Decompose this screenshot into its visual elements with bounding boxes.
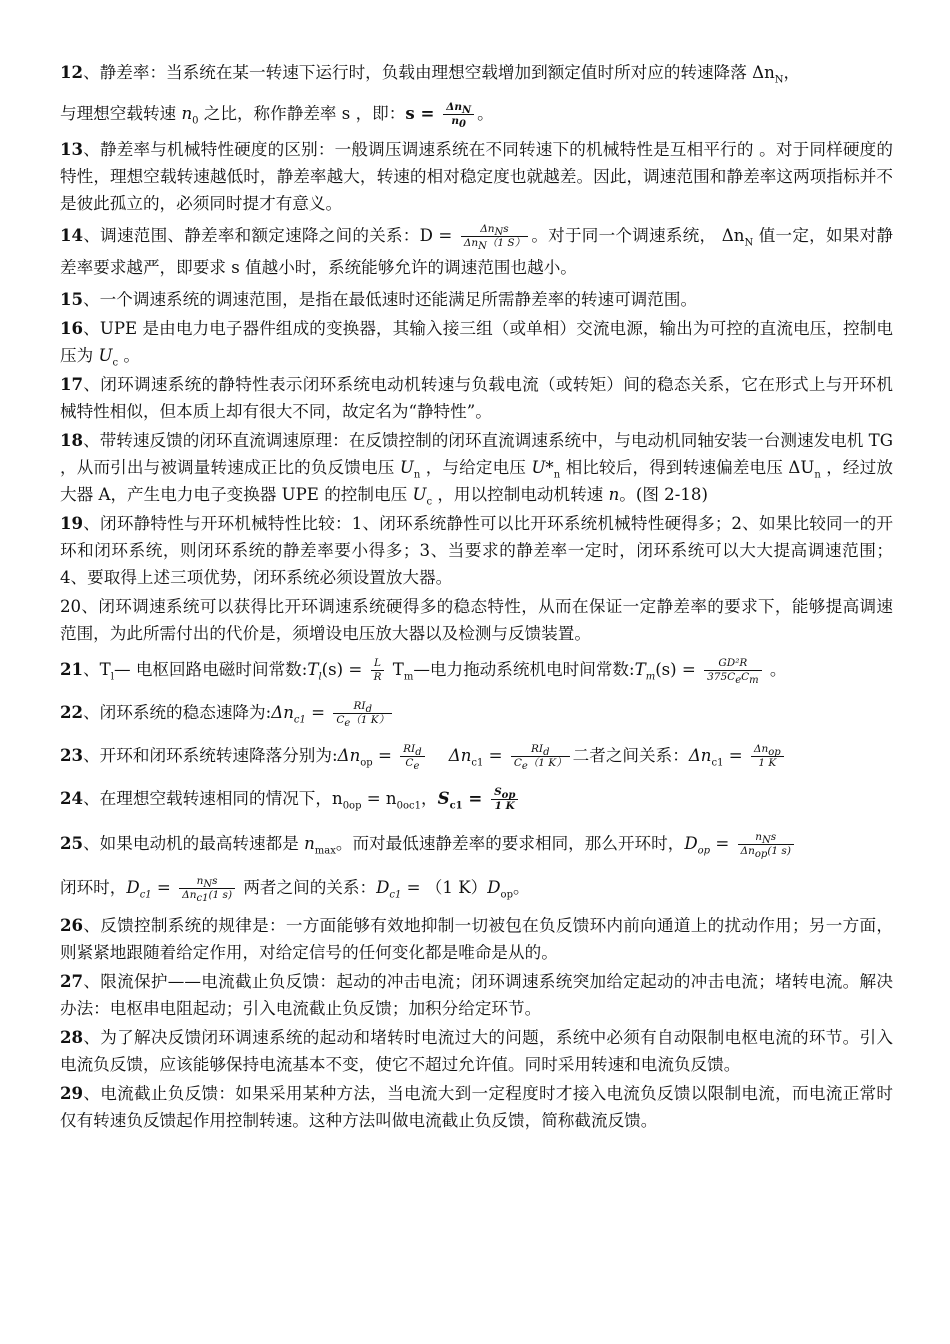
item-text: 。 <box>764 660 787 679</box>
fraction-numerator: s <box>503 223 509 235</box>
fraction-numerator: n <box>755 831 763 843</box>
subscript: c1 <box>449 800 463 812</box>
formula-fraction <box>461 223 528 253</box>
fraction-numerator: RI <box>403 743 416 755</box>
item-number: 13 <box>60 139 84 159</box>
item-21 <box>60 649 893 690</box>
formula-fraction <box>511 743 570 773</box>
item-text: 闭环时， <box>60 878 127 897</box>
item-15 <box>60 286 893 313</box>
fraction-denominator: Δn <box>182 889 197 901</box>
subscript: c1 <box>293 714 306 726</box>
item-text: = <box>710 834 735 853</box>
formula-fraction <box>179 875 235 905</box>
subscript: c <box>112 357 119 369</box>
subscript: op <box>697 845 711 857</box>
item-text: 、闭环系统的稳态速降为: <box>83 703 272 722</box>
fraction-denominator: 1 K <box>494 800 515 812</box>
formula-lhs: s = <box>405 103 441 123</box>
fraction-numerator: GD²R <box>704 657 762 671</box>
item-text: — 电枢回路电磁时间常数: <box>113 660 308 679</box>
item-text: 、闭环静特性与开环机械特性比较：1、闭环系统静性可以比开环系统机械特性硬得多；2、如果比较同一的开环和闭环系统，则闭环系统的静差率要小得多；3、当要求的静差率一定时，闭环系统可以大大提高调速范围；4、要取得上述三项优势，闭环系统必须设置放大器。 <box>60 514 893 587</box>
item-25 <box>60 821 893 910</box>
item-text: —电力拖动系统机电时间常数: <box>413 660 635 679</box>
subscript: N <box>203 879 213 891</box>
item-text: 之比，称作静差率 s ，即： <box>198 104 406 123</box>
item-27 <box>60 968 893 1022</box>
fraction-numerator: S <box>494 786 502 798</box>
item-17 <box>60 371 893 425</box>
fraction-denominator: (1 s) <box>767 845 791 857</box>
symbol: D <box>487 878 501 897</box>
symbol: Δn <box>448 746 472 765</box>
formula-fraction <box>751 743 784 770</box>
item-text: (s) = <box>321 660 368 679</box>
subscript: op <box>754 849 768 861</box>
subscript: 0 <box>192 115 199 127</box>
item-text: 、静差率与机械特性硬度的区别：一般调压调速系统在不同转速下的机械特性是互相平行的 。对于同样硬度的特性，理想空载转速越低时，静差率越大，转速的相对稳定度也就越差。因此，调速范围和静差率这两项指标并不是彼此孤立的，必须同时提才有意义。 <box>60 140 893 213</box>
subscript: N <box>494 227 504 239</box>
item-text: 。 <box>118 346 140 365</box>
symbol: Δn <box>337 746 361 765</box>
symbol: n <box>608 485 620 504</box>
item-29 <box>60 1080 893 1134</box>
item-text: 相比较后，得到转速偏差电压 ΔU <box>560 458 815 477</box>
item-number: 25 <box>60 833 84 853</box>
formula-fraction <box>333 700 392 730</box>
fraction-numerator: s <box>770 831 777 843</box>
subscript: n <box>553 469 561 481</box>
item-number: 24 <box>60 788 84 808</box>
item-text: 、在理想空载转速相同的情况下，n <box>83 789 343 808</box>
symbol: S <box>437 788 450 808</box>
item-number: 23 <box>60 745 84 765</box>
item-number: 26 <box>60 915 84 935</box>
fraction-denominator: C <box>513 757 522 769</box>
fraction-numerator: n <box>196 875 204 887</box>
fraction-numerator: RI <box>531 743 544 755</box>
fraction-numerator: RI <box>353 700 366 712</box>
symbol: U* <box>531 458 554 477</box>
item-text: = <box>305 703 331 722</box>
symbol: n <box>304 834 315 853</box>
item-number: 28 <box>60 1027 84 1047</box>
symbol: T <box>634 660 646 679</box>
subscript: l <box>110 671 114 683</box>
item-text: 、T <box>83 660 111 679</box>
item-text: 。(图 2-18) <box>619 485 708 504</box>
symbol: D <box>376 878 390 897</box>
subscript: op <box>500 889 513 901</box>
subscript: c1 <box>196 893 209 905</box>
item-text: ， <box>420 789 438 808</box>
symbol: D <box>126 878 140 897</box>
symbol: U <box>98 346 113 365</box>
item-text: 、电流截止负反馈：如果采用某种方法，当电流大到一定程度时才接入电流负反馈以限制电流，而电流正常时仅有转速负反馈起作用控制转速。这种方法叫做电流截止负反馈，简称截流反馈。 <box>60 1084 893 1130</box>
item-text: 、调速范围、静差率和额定速降之间的关系：D = <box>83 226 458 245</box>
item-text: ，用以控制电动机转速 <box>432 485 609 504</box>
subscript: N <box>478 241 487 253</box>
document-body <box>60 52 893 1136</box>
subscript: e <box>413 761 420 773</box>
item-13 <box>60 136 893 217</box>
symbol: D <box>684 834 698 853</box>
item-28 <box>60 1024 893 1078</box>
item-text: 、带转速反馈的闭环直流调速原理：在反馈控制的闭环直流调速系统中，与电动机同轴安装一台测速发电机 TG ，从而引出与被调量转速成正比的负反馈电压 <box>60 431 893 477</box>
subscript: max <box>314 845 336 857</box>
subscript: c1 <box>471 757 484 769</box>
item-14 <box>60 219 893 284</box>
subscript: c <box>426 496 433 508</box>
subscript: d <box>415 747 422 759</box>
item-text: 。 <box>477 104 494 123</box>
item-number: 12 <box>60 62 84 82</box>
item-text: 、限流保护——电流截止负反馈：起动的冲击电流；闭环调速系统突加给定起动的冲击电流；堵转电流。解决办法：电枢串电阻起动；引入电流截止负反馈；加积分给定环节。 <box>60 972 893 1018</box>
item-text: 与理想空载转速 <box>60 104 182 123</box>
subscript: op <box>360 757 373 769</box>
formula-fraction <box>400 743 424 773</box>
fraction-denominator: n <box>451 115 459 127</box>
item-text: 值一定，如果对静差率要求越严，即要求 s 值越小时，系统能够允许的调速范围也越小。 <box>60 226 893 277</box>
subscript: m <box>749 675 759 687</box>
subscript: 0oc1 <box>396 800 421 812</box>
subscript: e <box>735 675 742 687</box>
item-text: 、闭环调速系统的静特性表示闭环系统电动机转速与负载电流（或转矩）间的稳态关系，它在形式上与开环机械特性相似，但本质上却有很大不同，故定名为“静特性”。 <box>60 375 893 421</box>
symbol: n <box>181 104 193 123</box>
item-12 <box>60 52 893 134</box>
item-text: 。对于同一个调速系统， Δn <box>531 226 745 245</box>
fraction-denominator: 375C <box>707 671 736 683</box>
item-text: (s) = <box>655 660 702 679</box>
item-number: 16 <box>60 318 84 338</box>
item-text: T <box>387 660 404 679</box>
item-text: 、静差率：当系统在某一转速下运行时，负载由理想空载增加到额定值时所对应的转速降落 Δn <box>83 63 775 82</box>
symbol: U <box>399 458 414 477</box>
item-number: 18 <box>60 430 84 450</box>
item-text: 。而对最低速静差率的要求相同，那么开环时， <box>335 834 685 853</box>
fraction-numerator: Δn <box>753 743 769 755</box>
subscript: l <box>318 671 322 683</box>
subscript: N <box>774 74 784 86</box>
item-text: 、UPE 是由电力电子器件组成的变换器，其输入接三组（或单相）交流电源，输出为可控的直流电压，控制电压为 <box>60 319 893 365</box>
fraction-denominator: (1 s) <box>208 889 233 901</box>
subscript: N <box>762 835 771 847</box>
item-text: 。 <box>512 878 530 897</box>
fraction-denominator: C <box>336 714 345 726</box>
item-text: ， <box>783 63 801 82</box>
symbol: U <box>412 485 427 504</box>
item-text: 二者之间关系： <box>572 746 689 765</box>
item-text: = n <box>361 789 397 808</box>
fraction-numerator: L <box>371 657 385 671</box>
subscript: e <box>521 761 528 773</box>
item-number: 14 <box>60 225 84 245</box>
subscript: d <box>543 747 550 759</box>
fraction-numerator: Δn <box>446 101 462 113</box>
item-text: 20、闭环调速系统可以获得比开环调速系统硬得多的稳态特性，从而在保证一定静差率的要求下，能够提高调速范围，为此所需付出的代价是，须增设电压放大器以及检测与反馈装置。 <box>60 597 893 643</box>
item-19 <box>60 510 893 591</box>
subscript: m <box>645 671 656 683</box>
subscript: N <box>744 237 754 249</box>
item-text: 、为了解决反馈闭环调速系统的起动和堵转时电流过大的问题，系统中必须有自动限制电枢电流的环节。引入电流负反馈，应该能够保持电流基本不变，使它不超过允许值。同时采用转速和电流负反馈。 <box>60 1028 893 1074</box>
item-number: 27 <box>60 971 84 991</box>
item-18 <box>60 427 893 508</box>
item-text: = （1 K） <box>401 878 488 897</box>
item-number: 17 <box>60 374 84 394</box>
subscript: m <box>403 671 414 683</box>
item-text: 、反馈控制系统的规律是：一方面能够有效地抑制一切被包在负反馈环内前向通道上的扰动作用；另一方面，则紧紧地跟随着给定作用，对给定信号的任何变化都是唯命是从的。 <box>60 916 893 962</box>
fraction-denominator: Δn <box>463 237 479 249</box>
item-text: 、开环和闭环系统转速降落分别为: <box>83 746 338 765</box>
subscript: 0 <box>458 119 466 131</box>
fraction-denominator: （1 S） <box>486 237 526 249</box>
formula-fraction <box>738 831 794 861</box>
fraction-numerator: s <box>212 875 218 887</box>
subscript: c1 <box>389 889 402 901</box>
item-24 <box>60 778 893 819</box>
formula-fraction <box>443 101 474 131</box>
subscript: 0op <box>342 800 362 812</box>
fraction-denominator: R <box>373 671 382 683</box>
fraction-denominator: 1 K <box>758 757 777 769</box>
item-number: 15 <box>60 289 84 309</box>
subscript: op <box>501 790 516 802</box>
fraction-denominator: Δn <box>740 845 755 857</box>
item-22 <box>60 692 893 733</box>
subscript: c1 <box>711 757 724 769</box>
formula-fraction <box>704 657 762 687</box>
fraction-denominator: C <box>741 671 750 683</box>
symbol: Δn <box>688 746 712 765</box>
item-number: 29 <box>60 1083 84 1103</box>
item-number: 22 <box>60 702 84 722</box>
subscript: e <box>344 718 351 730</box>
item-text: ，与给定电压 <box>420 458 532 477</box>
item-text: 、如果电动机的最高转速都是 <box>83 834 305 853</box>
subscript: N <box>461 105 472 117</box>
item-20 <box>60 593 893 647</box>
subscript: d <box>365 704 372 716</box>
item-text: = <box>462 788 489 808</box>
subscript: c1 <box>139 889 152 901</box>
item-text: = <box>151 878 177 897</box>
fraction-numerator: Δn <box>480 223 495 235</box>
symbol: Δn <box>271 703 294 722</box>
fraction-denominator: （1 K） <box>527 757 567 769</box>
item-text: ，经过放大器 A，产生电力电子变换器 UPE 的控制电压 <box>60 458 893 504</box>
formula-fraction <box>491 786 518 813</box>
item-text: 、一个调速系统的调速范围，是指在最低速时还能满足所需静差率的转速可调范围。 <box>83 290 698 309</box>
formula-fraction <box>371 657 385 684</box>
item-26 <box>60 912 893 966</box>
item-16 <box>60 315 893 369</box>
subscript: op <box>768 747 781 759</box>
item-23: 23、开环和闭环系统转速降落分别为$:\Delta n_{op}$ = $\frac{RI_d}{C_e}$ $\Delta n_{c1}$ = $\frac{RI_d}{C_e(1 K)}$ 二者之间关系：$\Delta n_{c1}$ = $\frac{\Delta n_{op}}{1 K}$ <box>60 735 893 776</box>
subscript: n <box>413 469 421 481</box>
fraction-denominator: （1 K） <box>350 714 390 726</box>
fraction-denominator: C <box>405 757 414 769</box>
subscript: n <box>814 469 821 481</box>
item-number: 19 <box>60 513 84 533</box>
item-number: 21 <box>60 659 84 679</box>
item-text: 两者之间的关系： <box>238 878 377 897</box>
symbol: T <box>307 660 319 679</box>
